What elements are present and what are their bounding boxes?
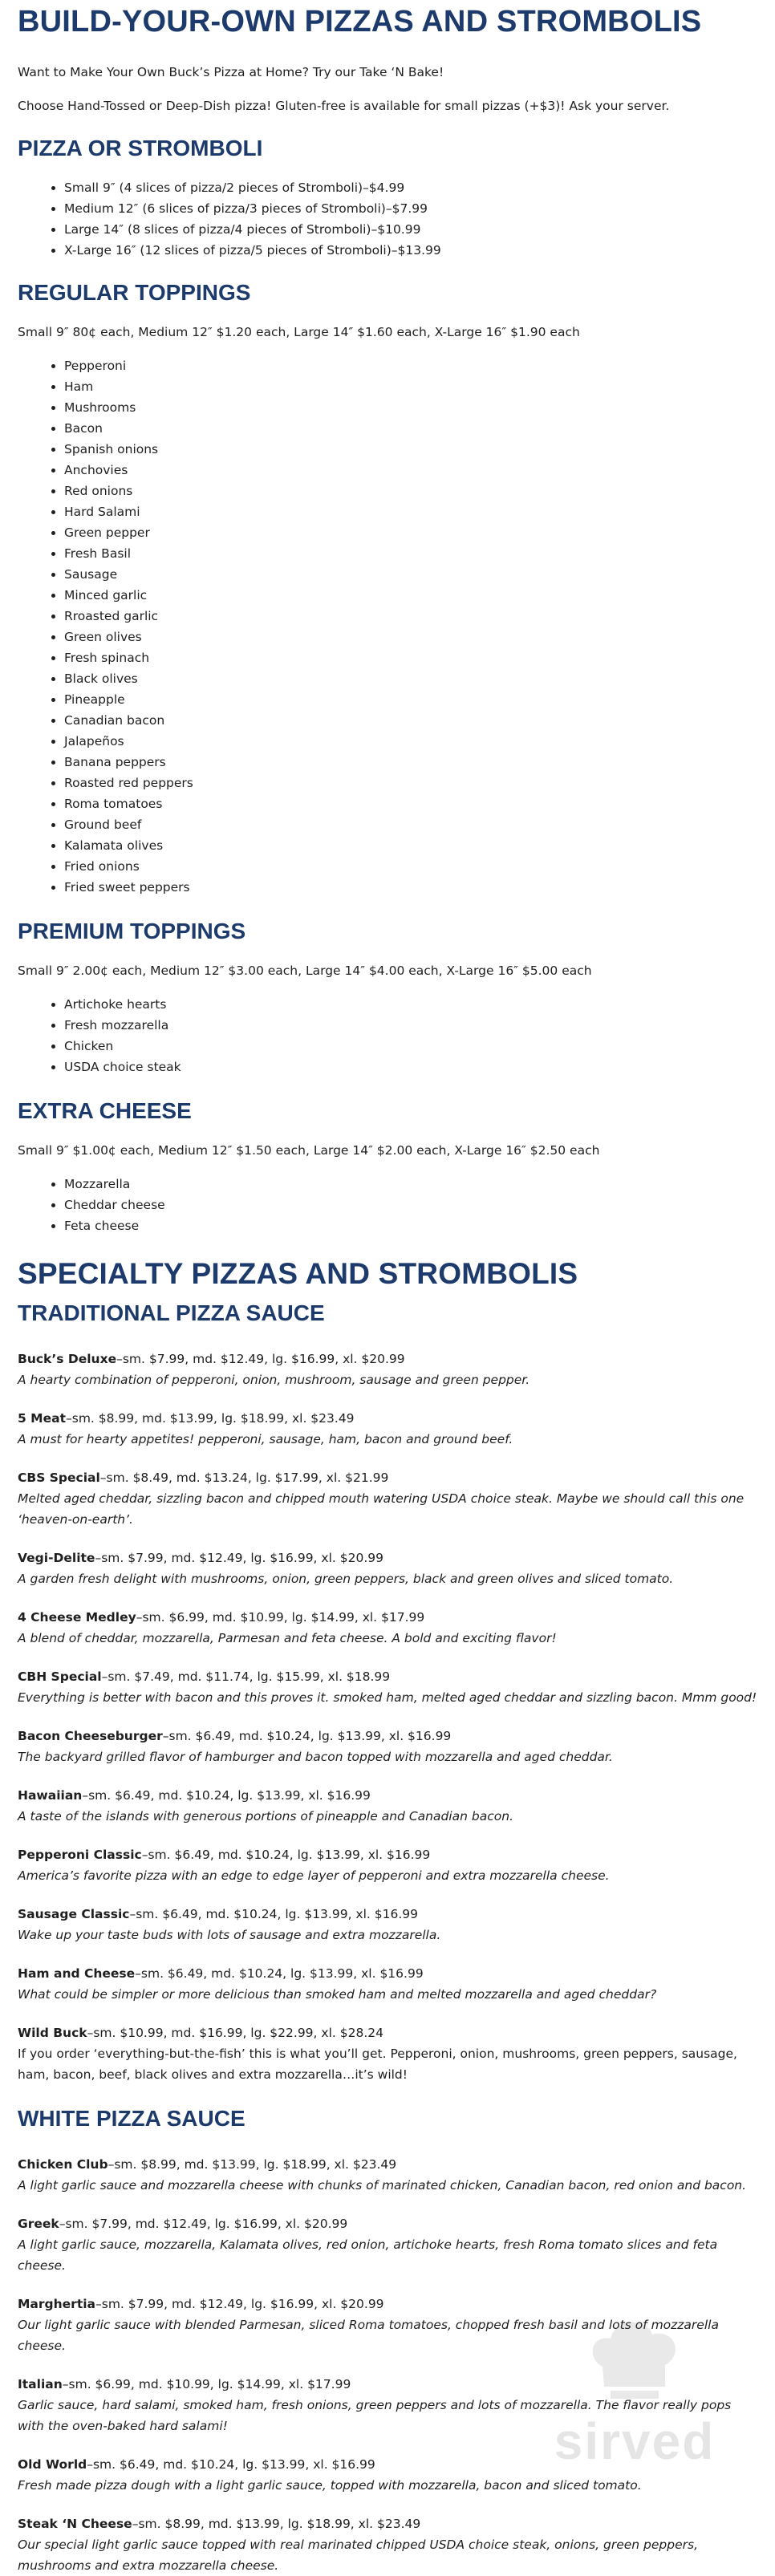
topping-item: • Chicken <box>64 1036 757 1057</box>
menu-item-header <box>18 2022 757 2043</box>
menu-item <box>18 1408 757 1450</box>
topping-item: • Roasted red peppers <box>64 773 757 793</box>
watermark-text: sirved <box>554 2412 716 2470</box>
menu-item-name: Bacon Cheeseburger <box>18 1729 163 1743</box>
menu-item <box>18 2513 757 2576</box>
topping-item: • Roma tomatoes <box>64 793 757 814</box>
topping-item: • Canadian bacon <box>64 710 757 731</box>
regular-toppings-list <box>18 355 757 898</box>
menu-item-description: What could be simpler or more delicious than smoked ham and melted mozzarella and aged cheddar? <box>18 1987 657 2002</box>
menu-item-price: –sm. $10.99, md. $16.99, lg. $22.99, xl. $28.24 <box>87 2026 383 2040</box>
topping-item: • Spanish onions <box>64 439 757 460</box>
topping-item: • Anchovies <box>64 460 757 481</box>
menu-item-description: A hearty combination of pepperoni, onion, mushroom, sausage and green pepper. <box>18 1373 530 1387</box>
page-title: BUILD-YOUR-OWN PIZZAS AND STROMBOLIS <box>18 5 702 39</box>
menu-item-header <box>18 1408 757 1429</box>
menu-item <box>18 1607 757 1649</box>
menu-item-description: Fresh made pizza dough with a light garlic sauce, topped with mozzarella, bacon and sliced tomato. <box>18 2478 642 2493</box>
menu-item-header <box>18 1467 757 1488</box>
menu-item-description: Garlic sauce, hard salami, smoked ham, fresh onions, green peppers and lots of mozzarella. The flavor really pops with the oven-baked hard salami! <box>18 2398 732 2433</box>
menu-item-header <box>18 2154 757 2175</box>
menu-item-description: A light garlic sauce, mozzarella, Kalamata olives, red onion, artichoke hearts, fresh Roma tomato slices and feta cheese. <box>18 2237 718 2273</box>
menu-item-name: Vegi-Delite <box>18 1551 95 1565</box>
menu-item <box>18 1726 757 1767</box>
menu-item-description: Wake up your taste buds with lots of sausage and extra mozzarella. <box>18 1928 441 1942</box>
menu-item-price: –sm. $7.99, md. $12.49, lg. $16.99, xl. $20.99 <box>95 2297 384 2311</box>
menu-item-name: 4 Cheese Medley <box>18 1610 136 1625</box>
topping-item: • Minced garlic <box>64 585 757 606</box>
menu-item-description: If you order ‘everything-but-the-fish’ this is what you’ll get. Pepperoni, onion, mushrooms, green peppers, sausage, ham, bacon, beef, black olives and extra mozzarella…it’s wild! <box>18 2047 737 2082</box>
menu-item-name: Wild Buck <box>18 2026 87 2040</box>
menu-item-price: –sm. $6.99, md. $10.99, lg. $14.99, xl. $17.99 <box>62 2377 351 2391</box>
cheese-item: • Mozzarella <box>64 1174 757 1195</box>
menu-item-description: Everything is better with bacon and this proves it. smoked ham, melted aged cheddar and sizzling bacon. Mmm good! <box>18 1690 757 1705</box>
menu-item-price: –sm. $8.49, md. $13.24, lg. $17.99, xl. $21.99 <box>99 1471 389 1485</box>
premium-toppings-price: Small 9″ 2.00¢ each, Medium 12″ $3.00 each, Large 14″ $4.00 each, X-Large 16″ $5.00 each <box>18 963 592 978</box>
white-sauce-heading: WHITE PIZZA SAUCE <box>18 2106 245 2131</box>
menu-item-name: Steak ‘N Cheese <box>18 2517 132 2531</box>
extra-cheese-list <box>18 1174 757 1236</box>
menu-item-header <box>18 1963 757 1984</box>
menu-item <box>18 1785 757 1827</box>
menu-item-description: A garden fresh delight with mushrooms, onion, green peppers, black and green olives and sliced tomato. <box>18 1572 674 1586</box>
traditional-sauce-heading: TRADITIONAL PIZZA SAUCE <box>18 1300 325 1325</box>
topping-item: • Ham <box>64 376 757 397</box>
menu-item <box>18 2022 757 2085</box>
size-item: • Medium 12″ (6 slices of pizza/3 pieces of Stromboli)–$7.99 <box>64 198 757 219</box>
regular-toppings-heading: REGULAR TOPPINGS <box>18 280 251 305</box>
menu-item-price: –sm. $6.49, md. $10.24, lg. $13.99, xl. $16.99 <box>129 1907 418 1921</box>
menu-item <box>18 1666 757 1708</box>
topping-item: • Red onions <box>64 481 757 501</box>
intro-line-1: Want to Make Your Own Buck’s Pizza at Home? Try our Take ‘N Bake! <box>18 65 444 79</box>
size-item: • X-Large 16″ (12 slices of pizza/5 pieces of Stromboli)–$13.99 <box>64 240 757 261</box>
menu-item-price: –sm. $8.99, md. $13.99, lg. $18.99, xl. $23.49 <box>132 2517 421 2531</box>
menu-item-price: –sm. $7.99, md. $12.49, lg. $16.99, xl. $20.99 <box>116 1352 405 1366</box>
menu-item-header <box>18 1607 757 1628</box>
menu-item-price: –sm. $6.49, md. $10.24, lg. $13.99, xl. $16.99 <box>162 1729 452 1743</box>
topping-item: • Fresh mozzarella <box>64 1015 757 1036</box>
menu-item <box>18 1548 757 1589</box>
menu-item-name: CBS Special <box>18 1471 100 1485</box>
extra-cheese-heading: EXTRA CHEESE <box>18 1098 192 1123</box>
menu-item-header <box>18 2213 757 2234</box>
menu-item-name: CBH Special <box>18 1669 102 1684</box>
premium-toppings-heading: PREMIUM TOPPINGS <box>18 919 246 943</box>
sirved-watermark <box>526 2310 743 2471</box>
menu-item-name: Buck’s Deluxe <box>18 1352 117 1366</box>
menu-item <box>18 2154 757 2196</box>
topping-item: • Banana peppers <box>64 752 757 773</box>
topping-item: • Mushrooms <box>64 397 757 418</box>
topping-item: • Ground beef <box>64 814 757 835</box>
topping-item: • Fried sweet peppers <box>64 877 757 898</box>
topping-item: • Pineapple <box>64 689 757 710</box>
traditional-pizza-list <box>18 1349 757 2085</box>
menu-item-name: Greek <box>18 2217 59 2231</box>
premium-toppings-list <box>18 994 757 1077</box>
menu-item-price: –sm. $6.99, md. $10.99, lg. $14.99, xl. $17.99 <box>136 1610 425 1625</box>
menu-item-name: Ham and Cheese <box>18 1966 136 1981</box>
menu-item-description: A blend of cheddar, mozzarella, Parmesan and feta cheese. A bold and exciting flavor! <box>18 1631 557 1645</box>
menu-item-description: A light garlic sauce and mozzarella cheese with chunks of marinated chicken, Canadian bacon, red onion and bacon. <box>18 2178 747 2193</box>
topping-item: • Green olives <box>64 627 757 647</box>
menu-item-name: Hawaiian <box>18 1788 83 1803</box>
menu-item-name: Old World <box>18 2457 87 2472</box>
menu-item-price: –sm. $8.99, md. $13.99, lg. $18.99, xl. $23.49 <box>66 1411 355 1426</box>
topping-item: • Rroasted garlic <box>64 606 757 627</box>
regular-toppings-price: Small 9″ 80¢ each, Medium 12″ $1.20 each, Large 14″ $1.60 each, X-Large 16″ $1.90 each <box>18 325 580 339</box>
menu-item-name: Pepperoni Classic <box>18 1848 142 1862</box>
menu-item-description: Our light garlic sauce with blended Parmesan, sliced Roma tomatoes, chopped fresh basil and lots of mozzarella cheese. <box>18 2318 719 2353</box>
menu-item-price: –sm. $6.49, md. $10.24, lg. $13.99, xl. $16.99 <box>135 1966 424 1981</box>
menu-item-description: Melted aged cheddar, sizzling bacon and chipped mouth watering USDA choice steak. Maybe we should call this one ‘heaven-on-earth’. <box>18 1491 745 1527</box>
specialty-heading: SPECIALTY PIZZAS AND STROMBOLIS <box>18 1257 578 1290</box>
menu-item-header <box>18 2513 757 2534</box>
menu-item-description: A taste of the islands with generous portions of pineapple and Canadian bacon. <box>18 1809 513 1823</box>
topping-item: • Fresh Basil <box>64 543 757 564</box>
topping-item: • Artichoke hearts <box>64 994 757 1015</box>
topping-item: • Pepperoni <box>64 355 757 376</box>
menu-item-price: –sm. $7.49, md. $11.74, lg. $15.99, xl. $18.99 <box>101 1669 391 1684</box>
size-list <box>18 177 757 261</box>
menu-item-header <box>18 1666 757 1687</box>
menu-item <box>18 1844 757 1886</box>
menu-item-price: –sm. $6.49, md. $10.24, lg. $13.99, xl. $16.99 <box>82 1788 371 1803</box>
menu-item-name: 5 Meat <box>18 1411 66 1426</box>
menu-item-header <box>18 1785 757 1806</box>
menu-item-name: Sausage Classic <box>18 1907 130 1921</box>
topping-item: • Black olives <box>64 668 757 689</box>
menu-item <box>18 1963 757 2005</box>
menu-item <box>18 2213 757 2276</box>
pizza-or-stromboli-heading: PIZZA OR STROMBOLI <box>18 136 263 160</box>
menu-item <box>18 1904 757 1945</box>
menu-item <box>18 1349 757 1390</box>
menu-item-description: The backyard grilled flavor of hamburger and bacon topped with mozzarella and aged cheddar. <box>18 1750 613 1764</box>
extra-cheese-price: Small 9″ $1.00¢ each, Medium 12″ $1.50 each, Large 14″ $2.00 each, X-Large 16″ $2.50 each <box>18 1143 600 1158</box>
topping-item: • Jalapeños <box>64 731 757 752</box>
menu-item-header <box>18 1726 757 1746</box>
menu-item-description: A must for hearty appetites! pepperoni, sausage, ham, bacon and ground beef. <box>18 1432 513 1446</box>
topping-item: • Fried onions <box>64 856 757 877</box>
size-item: • Small 9″ (4 slices of pizza/2 pieces of Stromboli)–$4.99 <box>64 177 757 198</box>
menu-item-description: America’s favorite pizza with an edge to edge layer of pepperoni and extra mozzarella cheese. <box>18 1868 610 1883</box>
menu-item <box>18 1467 757 1530</box>
size-item: • Large 14″ (8 slices of pizza/4 pieces of Stromboli)–$10.99 <box>64 219 757 240</box>
chef-hat-icon <box>578 2310 691 2407</box>
menu-item-price: –sm. $6.49, md. $10.24, lg. $13.99, xl. $16.99 <box>87 2457 375 2472</box>
menu-item-header <box>18 1548 757 1568</box>
cheese-item: • Feta cheese <box>64 1215 757 1236</box>
menu-item-price: –sm. $6.49, md. $10.24, lg. $13.99, xl. $16.99 <box>141 1848 431 1862</box>
menu-item-price: –sm. $8.99, md. $13.99, lg. $18.99, xl. $23.49 <box>108 2157 397 2172</box>
menu-item-header <box>18 1349 757 1369</box>
topping-item: • Hard Salami <box>64 501 757 522</box>
topping-item: • Bacon <box>64 418 757 439</box>
cheese-item: • Cheddar cheese <box>64 1195 757 1215</box>
topping-item: • Green pepper <box>64 522 757 543</box>
topping-item: • Kalamata olives <box>64 835 757 856</box>
intro-line-2: Choose Hand-Tossed or Deep-Dish pizza! Gluten-free is available for small pizzas (+$3)! Ask your server. <box>18 99 670 113</box>
menu-item-header <box>18 1844 757 1865</box>
menu-item-name: Italian <box>18 2377 63 2391</box>
menu-item-price: –sm. $7.99, md. $12.49, lg. $16.99, xl. $20.99 <box>95 1551 383 1565</box>
topping-item: • Sausage <box>64 564 757 585</box>
topping-item: • Fresh spinach <box>64 647 757 668</box>
menu-item-price: –sm. $7.99, md. $12.49, lg. $16.99, xl. $20.99 <box>59 2217 348 2231</box>
menu-item-description: Our special light garlic sauce topped with real marinated chipped USDA choice steak, onions, green peppers, mushrooms and extra mozzarella cheese. <box>18 2537 699 2573</box>
topping-item: • USDA choice steak <box>64 1057 757 1077</box>
menu-item-header <box>18 1904 757 1925</box>
menu-item-name: Chicken Club <box>18 2157 108 2172</box>
menu-item-name: Marghertia <box>18 2297 95 2311</box>
